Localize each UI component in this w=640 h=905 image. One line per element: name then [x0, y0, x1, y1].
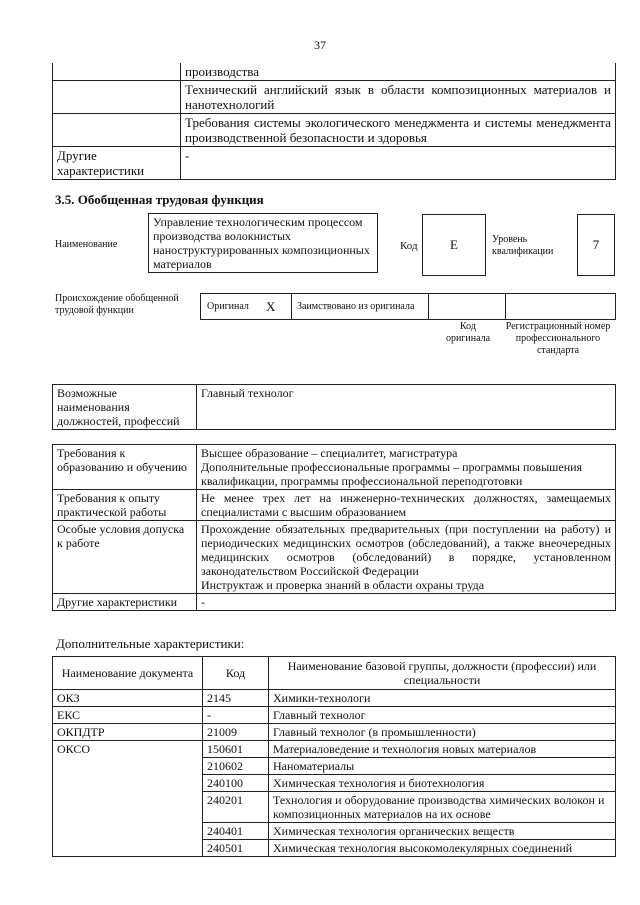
code-cell: 210602: [203, 758, 269, 775]
table-row: [53, 63, 616, 81]
requirement-label: Требования к опыту практической работы: [53, 490, 197, 521]
row-value: производства: [181, 63, 616, 81]
doc-cell: ОКЗ: [53, 690, 203, 707]
requirement-value: [197, 521, 616, 594]
requirement-line: Инструктаж и проверка знаний в области охраны труда: [201, 578, 485, 592]
original-mark: X: [266, 299, 276, 314]
table-row: [53, 490, 616, 521]
name-cell: Химическая технология и биотехнология: [269, 775, 616, 792]
name-cell: Химики-технологи: [269, 690, 616, 707]
header-doc: Наименование документа: [53, 657, 203, 690]
requirement-label: Другие характеристики: [53, 594, 197, 611]
code-original-label: Код оригинала: [445, 321, 491, 344]
requirement-label: Особые условия допуска к работе: [53, 521, 197, 594]
table-row: [53, 724, 616, 741]
name-cell: Наноматериалы: [269, 758, 616, 775]
name-cell: Материаловедение и технология новых материалов: [269, 741, 616, 758]
requirement-value: -: [197, 594, 616, 611]
code-cell: 240401: [203, 823, 269, 840]
positions-table: [52, 384, 616, 430]
positions-label: Возможные наименования должностей, профессий: [53, 385, 197, 430]
level-value: 7: [577, 214, 615, 276]
row-label: Другие характеристики: [53, 147, 181, 180]
table-row: [53, 690, 616, 707]
name-cell: Химическая технология высокомолекулярных соединений: [269, 840, 616, 857]
requirement-line: Высшее образование – специалитет, магистратура: [201, 446, 458, 460]
code-cell: 21009: [203, 724, 269, 741]
header-name: Наименование базовой группы, должности (профессии) или специальности: [269, 657, 616, 690]
row-value: -: [181, 147, 616, 180]
table-row: [53, 385, 616, 430]
table-row: [53, 147, 616, 180]
section-title: 3.5. Обобщенная трудовая функция: [55, 192, 264, 207]
name-cell: Главный технолог (в промышленности): [269, 724, 616, 741]
table-row: [53, 707, 616, 724]
additional-table: [52, 656, 616, 857]
table-row: [53, 445, 616, 490]
name-value: Управление технологическим процессом производства волокнистых наноструктурированных композиционных материалов: [148, 213, 378, 273]
name-cell: Главный технолог: [269, 707, 616, 724]
name-cell: Химическая технология органических веществ: [269, 823, 616, 840]
requirement-value: Не менее трех лет на инженерно-технических должностях, замещаемых специалистами с высшим образованием: [197, 490, 616, 521]
requirement-value: [197, 445, 616, 490]
table-row: [53, 741, 616, 758]
table-row: [53, 81, 616, 114]
table-row: [53, 521, 616, 594]
requirement-label: Требования к образованию и обучению: [53, 445, 197, 490]
row-value: Требования системы экологического менеджмента и системы менеджмента производственной безопасности и здоровья: [181, 114, 616, 147]
requirement-line: Прохождение обязательных предварительных (при поступлении на работу) и периодических медицинских осмотров (обследований), а также внеочередных медицинских осмотров (обследований) в порядке, установленном законодательством Российской Федерации: [201, 522, 611, 578]
origin-divider: [505, 293, 506, 320]
row-value: Технический английский язык в области композиционных материалов и нанотехнологий: [181, 81, 616, 114]
table-header-row: [53, 657, 616, 690]
reg-number-label: Регистрационный номер профессионального стандарта: [505, 321, 611, 356]
row-label: [53, 81, 181, 114]
code-cell: 150601: [203, 741, 269, 758]
code-cell: 2145: [203, 690, 269, 707]
row-label: [53, 63, 181, 81]
page-number: 37: [314, 38, 326, 52]
code-cell: 240501: [203, 840, 269, 857]
doc-cell: ОКСО: [53, 741, 203, 857]
code-cell: 240100: [203, 775, 269, 792]
table-row: [53, 114, 616, 147]
requirement-line: Дополнительные профессиональные программы – программы повышения квалификации, программы профессиональной переподготовки: [201, 460, 583, 488]
positions-value: Главный технолог: [197, 385, 616, 430]
code-value: E: [422, 214, 486, 276]
origin-divider: [428, 293, 429, 320]
row-label: [53, 114, 181, 147]
code-cell: 240201: [203, 792, 269, 823]
name-label: Наименование: [55, 239, 118, 250]
code-cell: -: [203, 707, 269, 724]
requirements-table: [52, 444, 616, 611]
table-row: [53, 594, 616, 611]
origin-label: Происхождение обобщенной трудовой функции: [55, 293, 179, 316]
borrowed-label: Заимствовано из оригинала: [297, 301, 415, 312]
original-label: Оригинал: [207, 301, 249, 312]
code-label: Код: [400, 240, 418, 252]
top-table: [52, 63, 616, 180]
name-cell: Технология и оборудование производства химических волокон и композиционных материалов на их основе: [269, 792, 616, 823]
header-code: Код: [203, 657, 269, 690]
additional-title: Дополнительные характеристики:: [56, 636, 245, 651]
level-label: Уровень квалификации: [492, 234, 554, 257]
doc-cell: ЕКС: [53, 707, 203, 724]
origin-divider: [291, 293, 292, 320]
doc-cell: ОКПДТР: [53, 724, 203, 741]
